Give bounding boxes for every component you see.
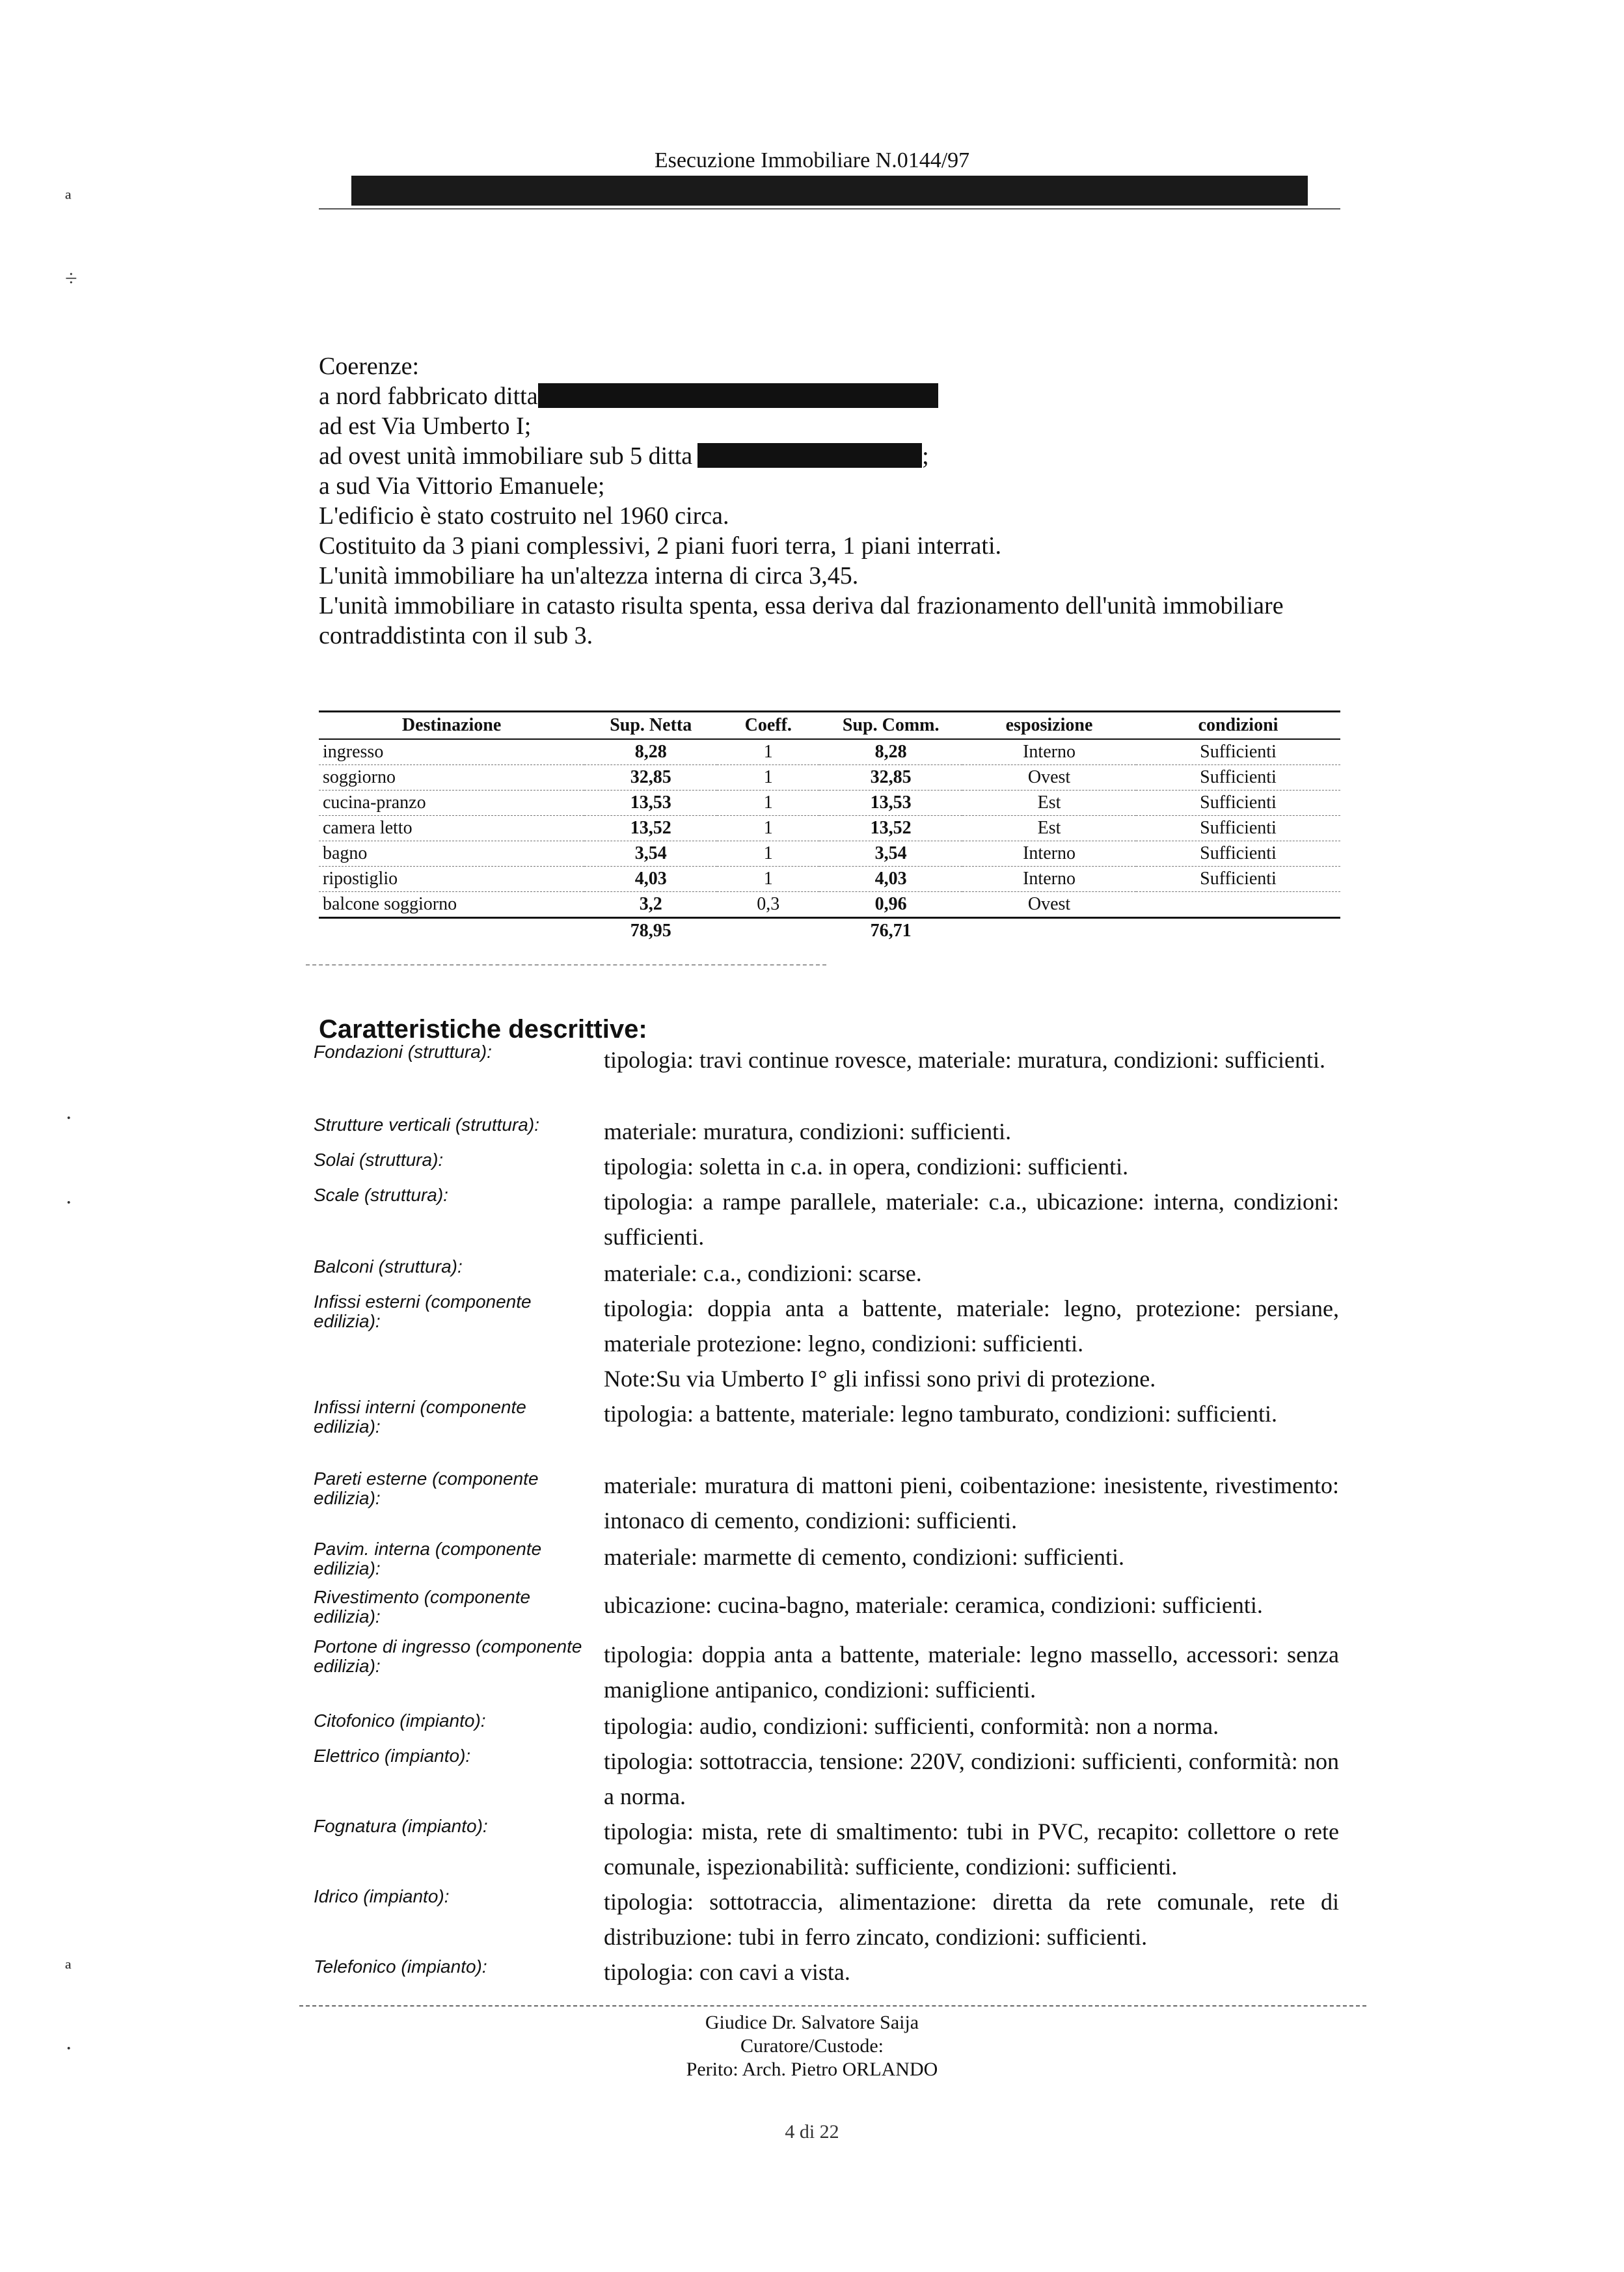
feature-value: tipologia: travi continue rovesce, materiale: muratura, condizioni: sufficienti. bbox=[604, 1047, 1325, 1073]
cell-condizioni: Sufficienti bbox=[1136, 816, 1340, 841]
redaction-block bbox=[538, 383, 938, 408]
catasto-line-1: L'unità immobiliare in catasto risulta spenta, essa deriva dal frazionamento dell'unità immobiliare bbox=[319, 592, 1284, 619]
feature-value: tipologia: sottotraccia, alimentazione: diretta da rete comunale, rete di distribuzione: tubi in ferro zincato, condizioni: sufficienti. bbox=[604, 1889, 1339, 1950]
coerenza-ovest: ad ovest unità immobiliare sub 5 ditta ; bbox=[319, 442, 929, 470]
feature-label: Pavim. interna (componente edilizia): bbox=[314, 1539, 542, 1578]
cell-coeff: 1 bbox=[717, 791, 819, 816]
table-row bbox=[319, 739, 1340, 765]
total-cell bbox=[962, 918, 1136, 944]
col-header: Destinazione bbox=[319, 712, 584, 740]
feature-label: Idrico (impianto): bbox=[314, 1886, 450, 1906]
cell-sup-comm: 13,52 bbox=[819, 816, 962, 841]
feature-value: tipologia: mista, rete di smaltimento: tubi in PVC, recapito: collettore o rete comunale, ispezionabilità: sufficiente, condizioni: sufficienti. bbox=[604, 1819, 1339, 1880]
cell-coeff: 1 bbox=[717, 765, 819, 791]
cell-sup-netta: 8,28 bbox=[584, 739, 717, 765]
cell-esposizione: Interno bbox=[962, 841, 1136, 867]
margin-mark: ª bbox=[65, 189, 72, 213]
cell-sup-comm: 32,85 bbox=[819, 765, 962, 791]
col-header: Sup. Comm. bbox=[819, 712, 962, 740]
cell-esposizione: Ovest bbox=[962, 765, 1136, 791]
surfaces-table bbox=[319, 710, 1340, 943]
feature-label: Strutture verticali (struttura): bbox=[314, 1115, 539, 1135]
cell-condizioni bbox=[1136, 892, 1340, 918]
coerenze-section bbox=[319, 351, 1347, 651]
cell-condizioni: Sufficienti bbox=[1136, 791, 1340, 816]
table-header-row bbox=[319, 712, 1340, 740]
margin-mark: · bbox=[65, 1191, 73, 1215]
cell-destinazione: balcone soggiorno bbox=[319, 892, 584, 918]
table-row bbox=[319, 867, 1340, 892]
feature-label: Pareti esterne (componente edilizia): bbox=[314, 1468, 539, 1508]
feature-value: materiale: marmette di cemento, condizioni: sufficienti. bbox=[604, 1544, 1125, 1570]
cell-coeff: 1 bbox=[717, 841, 819, 867]
coerenza-nord: a nord fabbricato ditta bbox=[319, 381, 1347, 411]
feature-label: Fognatura (impianto): bbox=[314, 1816, 488, 1836]
feature-value: tipologia: sottotraccia, tensione: 220V, condizioni: sufficienti, conformità: non a norma. bbox=[604, 1748, 1339, 1809]
feature-value: tipologia: soletta in c.a. in opera, condizioni: sufficienti. bbox=[604, 1154, 1129, 1180]
margin-mark: ª bbox=[65, 1958, 72, 1982]
table-row bbox=[319, 892, 1340, 918]
redaction-bar bbox=[351, 176, 1308, 206]
feature-label: Infissi interni (componente edilizia): bbox=[314, 1397, 526, 1437]
cell-esposizione: Interno bbox=[962, 739, 1136, 765]
cell-destinazione: ingresso bbox=[319, 739, 584, 765]
feature-value: tipologia: a rampe parallele, materiale: c.a., ubicazione: interna, condizioni: sufficienti. bbox=[604, 1189, 1339, 1250]
anno-costruzione: L'edificio è stato costruito nel 1960 circa. bbox=[319, 502, 729, 530]
cell-sup-comm: 4,03 bbox=[819, 867, 962, 892]
table-underline bbox=[306, 964, 826, 966]
feature-value: tipologia: a battente, materiale: legno tamburato, condizioni: sufficienti. bbox=[604, 1401, 1278, 1427]
cell-coeff: 1 bbox=[717, 739, 819, 765]
feature-value: materiale: c.a., condizioni: scarse. bbox=[604, 1260, 922, 1286]
feature-label: Fondazioni (struttura): bbox=[314, 1042, 492, 1062]
cell-sup-comm: 13,53 bbox=[819, 791, 962, 816]
feature-value: ubicazione: cucina-bagno, materiale: ceramica, condizioni: sufficienti. bbox=[604, 1592, 1263, 1618]
cell-condizioni: Sufficienti bbox=[1136, 765, 1340, 791]
cell-sup-comm: 0,96 bbox=[819, 892, 962, 918]
cell-coeff: 1 bbox=[717, 867, 819, 892]
cell-sup-netta: 4,03 bbox=[584, 867, 717, 892]
total-sup-netta: 78,95 bbox=[584, 918, 717, 944]
footer-giudice: Giudice Dr. Salvatore Saija bbox=[705, 2012, 919, 2033]
cell-destinazione: cucina-pranzo bbox=[319, 791, 584, 816]
cell-condizioni: Sufficienti bbox=[1136, 867, 1340, 892]
cell-esposizione: Interno bbox=[962, 867, 1136, 892]
margin-mark: · bbox=[65, 1106, 73, 1130]
feature-label: Portone di ingresso (componente edilizia): bbox=[314, 1636, 582, 1676]
total-sup-comm: 76,71 bbox=[819, 918, 962, 944]
cell-destinazione: ripostiglio bbox=[319, 867, 584, 892]
cell-esposizione: Ovest bbox=[962, 892, 1136, 918]
footer-perito: Perito: Arch. Pietro ORLANDO bbox=[686, 2059, 938, 2080]
col-header: Sup. Netta bbox=[584, 712, 717, 740]
col-header: Coeff. bbox=[717, 712, 819, 740]
feature-value: tipologia: con cavi a vista. bbox=[604, 1959, 850, 1985]
header-divider bbox=[319, 208, 1340, 210]
catasto-line-2: contraddistinta con il sub 3. bbox=[319, 622, 593, 649]
footer-curatore: Curatore/Custode: bbox=[740, 2035, 884, 2057]
coerenza-sud: a sud Via Vittorio Emanuele; bbox=[319, 472, 605, 500]
redaction-block bbox=[697, 443, 922, 468]
table-total-row bbox=[319, 918, 1340, 944]
feature-label: Scale (struttura): bbox=[314, 1185, 448, 1205]
table-row bbox=[319, 791, 1340, 816]
feature-label: Solai (struttura): bbox=[314, 1150, 444, 1170]
cell-sup-netta: 3,2 bbox=[584, 892, 717, 918]
cell-sup-comm: 3,54 bbox=[819, 841, 962, 867]
cell-coeff: 1 bbox=[717, 816, 819, 841]
margin-mark: · bbox=[65, 2036, 73, 2061]
altezza-interna: L'unità immobiliare ha un'altezza interna di circa 3,45. bbox=[319, 562, 859, 589]
cell-sup-comm: 8,28 bbox=[819, 739, 962, 765]
feature-label: Elettrico (impianto): bbox=[314, 1746, 471, 1766]
feature-value: materiale: muratura di mattoni pieni, coibentazione: inesistente, rivestimento: intonaco di cemento, condizioni: sufficienti. bbox=[604, 1472, 1339, 1534]
feature-value: tipologia: audio, condizioni: sufficienti, conformità: non a norma. bbox=[604, 1713, 1219, 1739]
feature-value: tipologia: doppia anta a battente, materiale: legno massello, accessori: senza maniglione antipanico, condizioni: sufficienti. bbox=[604, 1642, 1339, 1703]
col-header: condizioni bbox=[1136, 712, 1340, 740]
cell-condizioni: Sufficienti bbox=[1136, 739, 1340, 765]
total-cell bbox=[717, 918, 819, 944]
cell-esposizione: Est bbox=[962, 816, 1136, 841]
cell-destinazione: soggiorno bbox=[319, 765, 584, 791]
cell-destinazione: camera letto bbox=[319, 816, 584, 841]
feature-label: Citofonico (impianto): bbox=[314, 1711, 486, 1731]
cell-sup-netta: 13,53 bbox=[584, 791, 717, 816]
cell-sup-netta: 13,52 bbox=[584, 816, 717, 841]
cell-sup-netta: 3,54 bbox=[584, 841, 717, 867]
numero-piani: Costituito da 3 piani complessivi, 2 piani fuori terra, 1 piani interrati. bbox=[319, 532, 1002, 560]
feature-value: materiale: muratura, condizioni: sufficienti. bbox=[604, 1118, 1012, 1144]
cell-esposizione: Est bbox=[962, 791, 1136, 816]
feature-label: Infissi esterni (componente edilizia): bbox=[314, 1292, 532, 1331]
cell-coeff: 0,3 bbox=[717, 892, 819, 918]
cell-destinazione: bagno bbox=[319, 841, 584, 867]
feature-label: Balconi (struttura): bbox=[314, 1256, 463, 1277]
table-row bbox=[319, 841, 1340, 867]
margin-mark: ÷ bbox=[65, 267, 77, 291]
cell-condizioni: Sufficienti bbox=[1136, 841, 1340, 867]
feature-value: tipologia: doppia anta a battente, materiale: legno, protezione: persiane, materiale protezione: legno, condizioni: sufficienti. bbox=[604, 1295, 1339, 1357]
feature-label: Rivestimento (componente edilizia): bbox=[314, 1587, 531, 1627]
feature-note: Note:Su via Umberto I° gli infissi sono privi di protezione. bbox=[604, 1366, 1156, 1392]
feature-label: Telefonico (impianto): bbox=[314, 1956, 487, 1977]
col-header: esposizione bbox=[962, 712, 1136, 740]
coerenza-est: ad est Via Umberto I; bbox=[319, 412, 532, 440]
cell-sup-netta: 32,85 bbox=[584, 765, 717, 791]
total-cell bbox=[1136, 918, 1340, 944]
table-row bbox=[319, 816, 1340, 841]
coerenze-label: Coerenze: bbox=[319, 353, 420, 380]
document-header-title: Esecuzione Immobiliare N.0144/97 bbox=[654, 148, 970, 172]
table-row bbox=[319, 765, 1340, 791]
page-number: 4 di 22 bbox=[785, 2121, 839, 2143]
total-cell bbox=[319, 918, 584, 944]
section-title: Caratteristiche descrittive: bbox=[319, 1015, 647, 1044]
footer-divider bbox=[299, 2005, 1366, 2007]
